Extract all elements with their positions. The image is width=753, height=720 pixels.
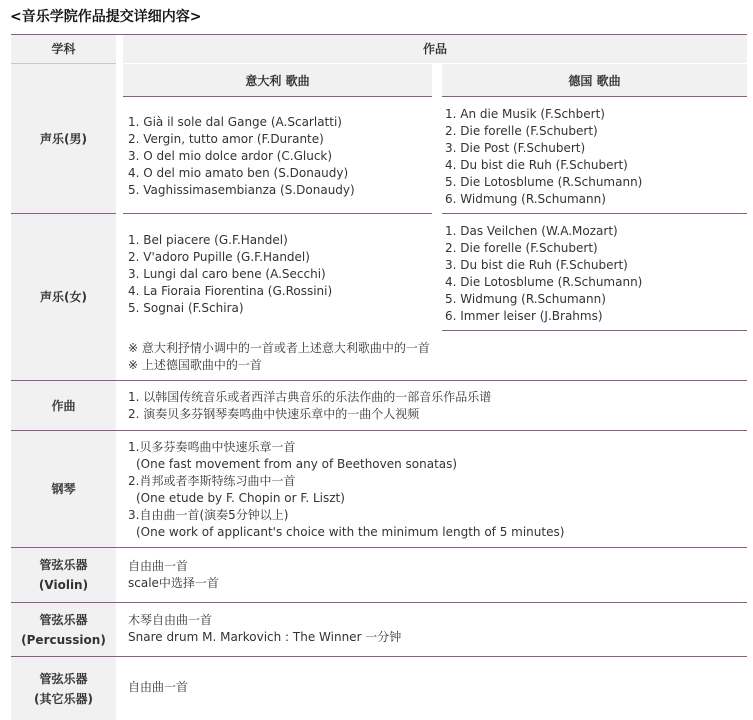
subject-header: 学科: [51, 42, 76, 56]
list-item: (One work of applicant's choice with the minimum length of 5 minutes): [136, 525, 565, 539]
label-violin: 管弦乐器 (Violin): [38, 558, 89, 592]
list-item: 6. Widmung (R.Schumann): [445, 192, 606, 206]
list-item: 4. O del mio amato ben (S.Donaudy): [128, 166, 349, 180]
list-item: 1. An die Musik (F.Schbert): [445, 107, 605, 121]
composition-list: [128, 389, 491, 423]
works-header: 作品: [422, 42, 447, 56]
label-voice-female: 声乐(女): [40, 290, 87, 304]
list-item: 6. Immer leiser (J.Brahms): [445, 309, 603, 323]
list-item: 1. Già il sole dal Gange (A.Scarlatti): [128, 115, 342, 129]
list-item: 5. Widmung (R.Schumann): [445, 292, 606, 306]
piano-list: [128, 439, 564, 541]
label-percussion: 管弦乐器 (Percussion): [21, 612, 106, 647]
list-item: 1. 以韩国传统音乐或者西洋古典音乐的乐法作曲的一部音乐作品乐谱: [128, 390, 492, 404]
list-item: 自由曲一首: [128, 680, 189, 694]
violin-list: [128, 558, 219, 592]
voice-female-italian-list: [128, 232, 332, 317]
list-item: 2. 演奏贝多芬钢琴奏鸣曲中快速乐章中的一曲个人视频: [128, 407, 420, 421]
italian-songs-header: 意大利 歌曲: [245, 74, 310, 88]
rule: [442, 330, 747, 331]
rule: [11, 547, 747, 548]
list-item: (One fast movement from any of Beethoven sonatas): [136, 457, 458, 471]
list-item: 2. Die forelle (F.Schubert): [445, 124, 598, 138]
rule: [11, 430, 747, 431]
label-composition: 作曲: [51, 398, 76, 413]
rule: [123, 96, 432, 97]
list-item: 4. La Fioraia Fiorentina (G.Rossini): [128, 284, 333, 298]
voice-female-notes: [128, 340, 430, 374]
label-piano: 钢琴: [51, 482, 76, 496]
list-item: 1.贝多芬奏鸣曲中快速乐章一首: [128, 440, 296, 454]
rule: [442, 96, 747, 97]
rule: [123, 213, 432, 214]
other-instruments-list: [128, 679, 188, 696]
rule: [11, 656, 747, 657]
list-item: 1. Das Veilchen (W.A.Mozart): [445, 224, 618, 238]
submission-table: [11, 34, 747, 720]
list-item: 4. Die Lotosblume (R.Schumann): [445, 275, 643, 289]
voice-male-german-list: [445, 106, 642, 208]
list-item: 3.自由曲一首(演奏5分钟以上): [128, 508, 289, 522]
list-item: 5. Die Lotosblume (R.Schumann): [445, 175, 643, 189]
list-item: 1. Bel piacere (G.F.Handel): [128, 233, 288, 247]
list-item: 3. O del mio dolce ardor (C.Gluck): [128, 149, 333, 163]
list-item: Snare drum M. Markovich : The Winner 一分钟: [128, 630, 402, 644]
list-item: 5. Vaghissimasembianza (S.Donaudy): [128, 183, 355, 197]
label-other-instruments: 管弦乐器 (其它乐器): [34, 671, 93, 706]
list-item: 3. Die Post (F.Schubert): [445, 141, 586, 155]
list-item: 2. Vergin, tutto amor (F.Durante): [128, 132, 324, 146]
percussion-list: [128, 612, 401, 646]
list-item: 自由曲一首: [128, 559, 189, 573]
list-item: (One etude by F. Chopin or F. Liszt): [136, 491, 345, 505]
voice-male-italian-list: [128, 114, 355, 199]
list-item: 3. Du bist die Ruh (F.Schubert): [445, 258, 628, 272]
label-voice-male: 声乐(男): [40, 131, 87, 146]
rule: [11, 380, 747, 381]
list-item: scale中选择一首: [128, 576, 219, 590]
list-item: 5. Sognai (F.Schira): [128, 301, 244, 315]
rule: [11, 602, 747, 603]
german-songs-header: 德国 歌曲: [568, 74, 621, 88]
note-item: ※ 上述德国歌曲中的一首: [128, 358, 262, 372]
list-item: 2. V'adoro Pupille (G.F.Handel): [128, 250, 310, 264]
list-item: 2. Die forelle (F.Schubert): [445, 241, 598, 255]
list-item: 4. Du bist die Ruh (F.Schubert): [445, 158, 628, 172]
page-title: <音乐学院作品提交详细内容>: [10, 9, 202, 25]
rule: [442, 213, 747, 214]
list-item: 3. Lungi dal caro bene (A.Secchi): [128, 267, 326, 281]
list-item: 木琴自由曲一首: [128, 613, 213, 627]
voice-female-german-list: [445, 223, 642, 325]
note-item: ※ 意大利抒情小调中的一首或者上述意大利歌曲中的一首: [128, 341, 430, 355]
list-item: 2.肖邦或者李斯特练习曲中一首: [128, 474, 296, 488]
